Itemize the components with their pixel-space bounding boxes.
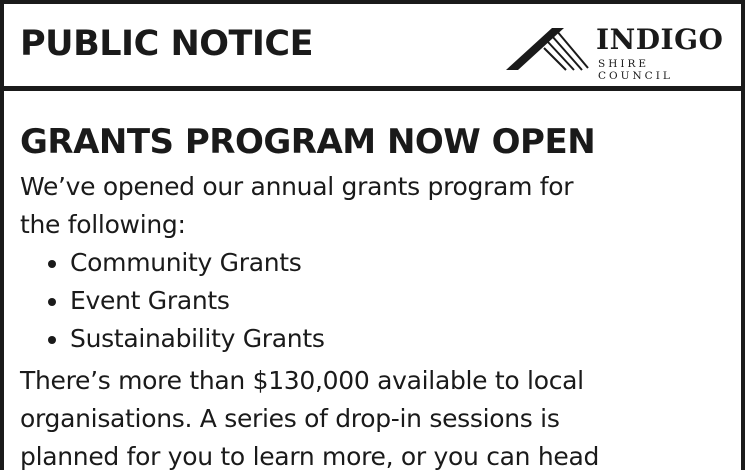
logo-name: INDIGO [596, 23, 724, 56]
roof-logo-icon [504, 24, 590, 72]
grants-list [20, 244, 730, 358]
logo-subtitle: SHIRE COUNCIL [598, 58, 673, 82]
list-item [20, 244, 730, 282]
notice-title: PUBLIC NOTICE [20, 24, 313, 64]
bullet-icon [48, 336, 56, 344]
grant-label: Sustainability Grants [70, 324, 325, 353]
list-item [20, 282, 730, 320]
intro-line-1: We’ve opened our annual grants program for [20, 172, 574, 201]
bullet-icon [48, 298, 56, 306]
notice-header [4, 4, 741, 91]
intro-paragraph [20, 168, 730, 244]
list-item [20, 320, 730, 358]
bullet-icon [48, 260, 56, 268]
body-line-1: There’s more than $130,000 available to local [20, 366, 584, 395]
notice-body [20, 116, 730, 476]
intro-line-2: the following: [20, 210, 186, 239]
notice-headline: GRANTS PROGRAM NOW OPEN [20, 122, 596, 162]
council-logo [504, 22, 729, 82]
details-paragraph [20, 362, 730, 476]
grant-label: Event Grants [70, 286, 230, 315]
body-line-2: organisations. A series of drop-in sessions is [20, 404, 560, 433]
grant-label: Community Grants [70, 248, 302, 277]
body-line-3: planned for you to learn more, or you can head [20, 442, 600, 471]
